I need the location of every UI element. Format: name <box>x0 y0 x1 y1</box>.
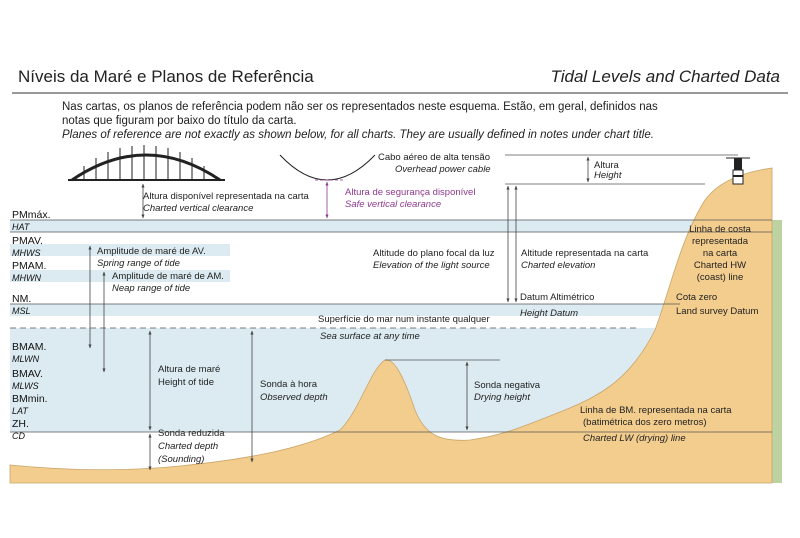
level-pmav: PMAV. <box>12 235 43 247</box>
level-pmam: PMAM. <box>12 260 47 272</box>
height-datum-label: Height Datum <box>520 308 579 319</box>
level-nm: NM. <box>12 293 32 305</box>
coast-label-3: na carta <box>702 248 738 259</box>
height-label: Altura <box>594 160 619 171</box>
safe-clearance-label: Altura de segurança disponível <box>345 187 476 198</box>
coast-label-en-1: Charted HW <box>693 260 747 271</box>
level-bmav: BMAV. <box>12 368 43 380</box>
elevation-label: Altitude representada na carta <box>521 248 649 259</box>
reduced-depth-label-en-2: (Sounding) <box>158 454 205 465</box>
level-mhwn: MHWN <box>12 273 41 283</box>
level-msl: MSL <box>12 306 31 316</box>
title-english: Tidal Levels and Charted Data <box>550 67 780 86</box>
bm-line-label-2: (batimétrica dos zero metros) <box>583 417 707 428</box>
spring-range-label-en: Spring range of tide <box>97 258 180 269</box>
level-mlwn: MLWN <box>12 354 40 364</box>
overhead-cable-icon <box>280 155 375 180</box>
coast-label-2: representada <box>692 236 748 247</box>
coast-label-en-2: (coast) line <box>696 272 744 283</box>
drying-height-label-en: Drying height <box>474 392 530 403</box>
vertical-clearance-label-en: Charted vertical clearance <box>143 203 254 214</box>
reduced-depth-label-en: Charted depth <box>158 441 219 452</box>
intro-line-2: notas que figuram por baixo do título da carta. <box>62 115 297 127</box>
level-bmam: BMAM. <box>12 341 47 353</box>
title-portuguese: Níveis da Maré e Planos de Referência <box>18 67 314 86</box>
observed-depth-label-en: Observed depth <box>260 392 328 403</box>
safe-clearance-label-en: Safe vertical clearance <box>345 199 442 210</box>
cable-label: Cabo aéreo de alta tensão <box>378 152 490 163</box>
sea-surface-label: Superfície do mar num instante qualquer <box>318 314 490 325</box>
level-pmmax: PMmáx. <box>12 209 51 221</box>
level-bmmin: BMmin. <box>12 393 48 405</box>
tide-height-label: Altura de maré <box>158 364 221 375</box>
sea-surface-label-en: Sea surface at any time <box>320 331 420 342</box>
bridge-icon <box>68 145 225 180</box>
spring-range-label: Amplitude de maré de AV. <box>97 246 206 257</box>
coast-label-1: Linha de costa <box>689 224 751 235</box>
observed-depth-label: Sonda à hora <box>260 379 318 390</box>
focal-label: Altitude do plano focal da luz <box>373 248 495 259</box>
cota-zero-label: Cota zero <box>676 292 718 303</box>
level-lat: LAT <box>12 406 28 416</box>
intro-line-1: Nas cartas, os planos de referência podem não ser os representados neste esquema. Estão, em geral, definidos nas <box>62 101 658 113</box>
elevation-label-en: Charted elevation <box>521 260 596 271</box>
level-mhws: MHWS <box>12 248 41 258</box>
level-zh: ZH. <box>12 418 29 430</box>
vertical-clearance-label: Altura disponível representada na carta <box>143 191 309 202</box>
level-cd: CD <box>12 431 25 441</box>
neap-range-label-en: Neap range of tide <box>112 283 191 294</box>
tide-height-label-en: Height of tide <box>158 377 214 388</box>
level-hat: HAT <box>12 222 30 232</box>
drying-height-label: Sonda negativa <box>474 380 541 391</box>
height-label-en: Height <box>594 170 622 181</box>
focal-label-en: Elevation of the light source <box>373 260 490 271</box>
hat-band <box>10 220 772 232</box>
cable-label-en: Overhead power cable <box>395 164 491 175</box>
neap-range-label: Amplitude de maré de AM. <box>112 271 224 282</box>
land-datum-label: Land survey Datum <box>676 306 759 317</box>
datum-alt-label: Datum Altimétrico <box>520 292 595 303</box>
bm-line-label: Linha de BM. representada na carta <box>580 405 732 416</box>
coast-band <box>772 220 782 483</box>
lw-line-label: Charted LW (drying) line <box>583 433 686 444</box>
level-mlws: MLWS <box>12 381 39 391</box>
intro-line-3: Planes of reference are not exactly as shown below, for all charts. They are usually defined in notes under chart title. <box>62 129 654 141</box>
reduced-depth-label: Sonda reduzida <box>158 428 225 439</box>
